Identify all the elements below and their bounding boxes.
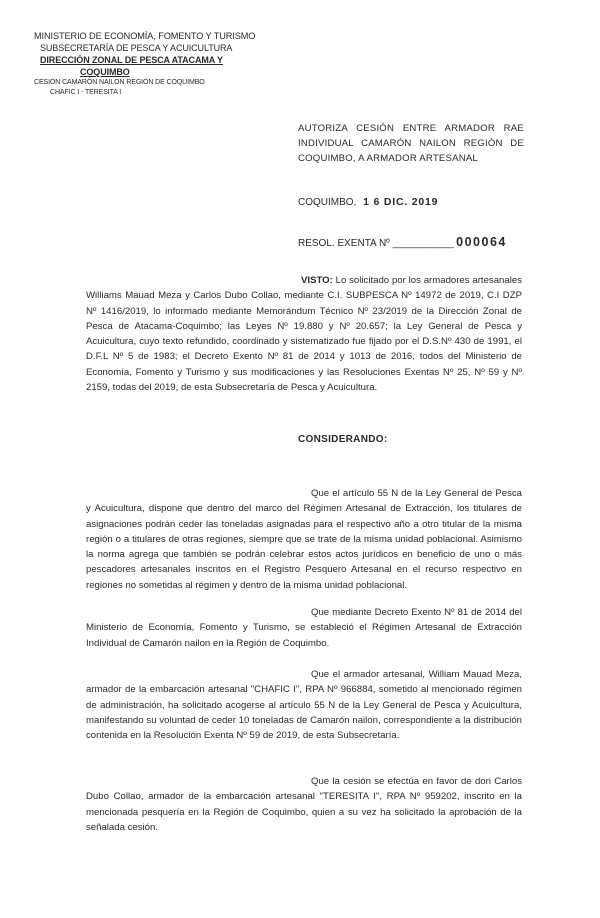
resolution-number-line	[298, 235, 507, 249]
letterhead-direccion-line-1: DIRECCIÓN ZONAL DE PESCA ATACAMA Y	[40, 55, 223, 65]
date-stamp: 1 6 DIC. 2019	[363, 196, 439, 208]
letterhead-reference-line-1: CESIÓN CAMARÓN NAILON REGIÓN DE COQUIMBO	[34, 79, 205, 86]
letterhead-direccion-line-2: COQUIMBO	[80, 67, 130, 77]
date-line	[298, 196, 438, 208]
considerando-paragraph-3: Que el armador artesanal, William Mauad Meza, armador de la embarcación artesanal "CHAFIC I", RPA Nº 966884, sometido al mencionado régimen de administración, ha solicitado acogerse al artículo 55 N de la Ley General de Pesca y Acuicultura, manifestando su voluntad de ceder 10 toneladas de Camarón nailon, correspondiente a la distribución contenida en la Resolución Exenta Nº 59 de 2019, de esta Subsecretaría.	[86, 669, 522, 742]
considerando-paragraph-1: Que el artículo 55 N de la Ley General de Pesca y Acuicultura, dispone que dentro del marco del Régimen Artesanal de Extracción, los titulares de asignaciones podrán ceder las toneladas asignadas para el respectivo año a otro titular de la misma región o a titulares de otras regiones, siempre que se trate de la misma unidad poblacional. Asimismo la norma agrega que también se podrán celebrar estos actos jurídicos en beneficio de uno o más pescadores artesanales inscritos en el Registro Pesquero Artesanal en el recurso respectivo en regiones no sometidas al régimen y dentro de la misma unidad poblacional.	[86, 488, 522, 591]
date-city: COQUIMBO,	[298, 197, 357, 208]
considerando-heading: CONSIDERANDO:	[298, 434, 388, 445]
resolution-fill-line: ____________	[392, 238, 454, 249]
resolution-label: RESOL. EXENTA Nº	[298, 238, 390, 249]
letterhead	[34, 30, 256, 98]
visto-text: Lo solicitado por los armadores artesanales Williams Mauad Meza y Carlos Dubo Collao, mediante C.I. SUBPESCA Nº 14972 de 2019, C.I DZP Nº 1416/2019, lo informado mediante Memorándum Técnico Nº 23/2019 de la Dirección Zonal de Pesca de Atacama-Coquimbo; las Leyes Nº 19.880 y Nº 20.657; la Ley General de Pesca y Acuicultura, cuyo texto refundido, coordinado y sistematizado fue fijado por el D.S.Nº 430 de 1991, el D.F.L Nº 5 de 1983; el Decreto Exento Nº 81 de 2014 y 1013 de 2016, todos del Ministerio de Economía, Fomento y Turismo y sus modificaciones y las Resoluciones Exentas Nº 25, Nº 59 y Nº 2159, todas del 2019, de esta Subsecretaría de Pesca y Acuicultura.	[86, 275, 522, 394]
considerando-paragraph-4: Que la cesión se efectúa en favor de don Carlos Dubo Collao, armador de la embarcación artesanal "TERESITA I", RPA Nº 959202, inscrito en la mencionada pesquería en la Región de Coquimbo, quien a su vez ha solicitado la aprobación de la señalada cesión.	[86, 776, 522, 833]
visto-paragraph	[86, 273, 522, 395]
letterhead-reference-line-2: CHAFIC I - TERESITA I	[50, 89, 122, 96]
resolution-subject: AUTORIZA CESIÓN ENTRE ARMADOR RAE INDIVIDUAL CAMARÓN NAILON REGIÓN DE COQUIMBO, A ARMADOR ARTESANAL	[298, 123, 524, 165]
visto-label: VISTO:	[301, 275, 333, 286]
considerando-paragraph-2: Que mediante Decreto Exento Nº 81 de 2014 del Ministerio de Economía, Fomento y Turismo, se estableció el Régimen Artesanal de Extracción Individual de Camarón nailon en la Región de Coquimbo.	[86, 607, 522, 649]
letterhead-subsecretaria: SUBSECRETARÍA DE PESCA Y ACUICULTURA	[40, 43, 233, 53]
resolution-number: 000064	[456, 235, 507, 249]
letterhead-ministry: MINISTERIO DE ECONOMÍA, FOMENTO Y TURISMO	[34, 31, 256, 41]
